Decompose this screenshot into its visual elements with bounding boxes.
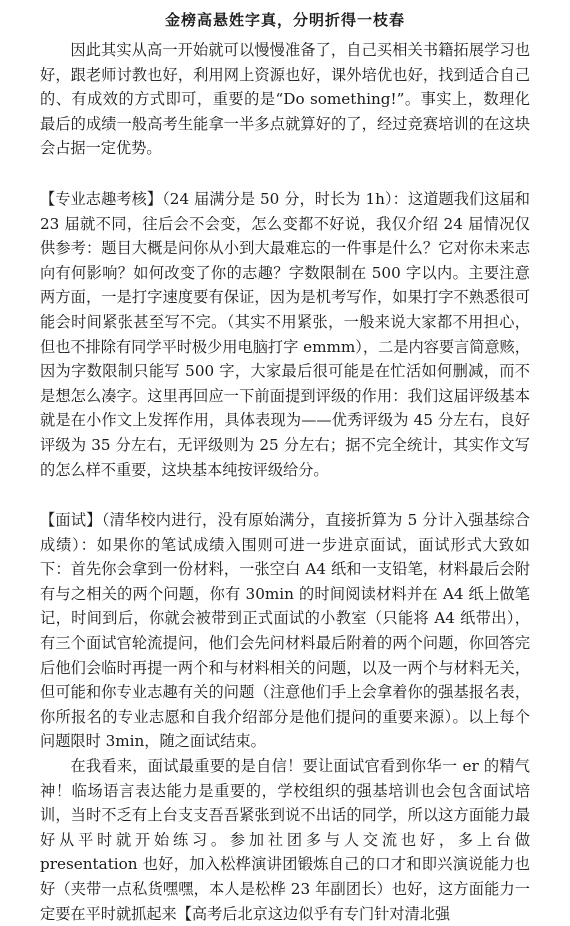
section-label-interview: 【面试】 — [40, 511, 102, 530]
paragraph-major-interest — [40, 187, 530, 482]
section-label-major-interest: 【专业志趣考核】 — [40, 189, 163, 208]
paragraph-preparation — [40, 38, 530, 161]
paragraph-confidence — [40, 754, 530, 926]
paragraph-text: 在我看来，面试最重要的是自信！要让面试官看到你华一 er 的精气神！临场语言表达能力是重要的，学校组织的强基培训也会包含面试培训，当时不乏有上台支支吾吾紧张到说不出话的同学，所以这方面能力最好从平时就开始练习。参加社团多与人交流也好，多上台做 presentation 也好，加入松桦演讲团锻炼自己的口才和即兴演说能力也好（夹带一点私货嘿嘿，本人是松桦 23 年副团长）也好，这方面能力一定要在平时就抓起来【高考后北京这边似乎有专门针对清北强 — [40, 757, 530, 923]
paragraph-interview — [40, 508, 530, 754]
paragraph-text: 因此其实从高一开始就可以慢慢准备了，自己买相关书籍拓展学习也好，跟老师讨教也好，利用网上资源也好，课外培优也好，找到适合自己的、有成效的方式即可，重要的是“Do something!”。事实上，数理化最后的成绩一般高考生能拿一半多点就算好的了，经过竞赛培训的在这块会占据一定优势。 — [40, 41, 530, 158]
paragraph-text: （24 届满分是 50 分，时长为 1h）：这道题我们这届和 23 届就不同，往后会不会变，怎么变都不好说，我仅介绍 24 届情况仅供参考：题目大概是问你从小到大最难忘的一件事是什么？它对你未来志向有何影响？如何改变了你的志趣？字数限制在 500 字以内。主要注意两方面，一是打字速度要有保证，因为是机考写作，如果打字不熟悉很可能会时间紧张甚至写不完。（其实不用紧张，一般来说大家都不用担心，但也不排除有同学平时极少用电脑打字 emmm），二是内容要言简意赅，因为字数限制只能写 500 字，大家最后很可能是在忙活如何删减，而不是想怎么凑字。这里再回应一下前面提到评级的作用：我们这届评级基本就是在小作文上发挥作用，具体表现为——优秀评级为 45 分左右，良好评级为 35 分左右，无评级则为 25 分左右；据不完全统计，其实作文写的怎么样不重要，这块基本纯按评级给分。 — [40, 189, 530, 479]
page-header: 金榜高悬姓字真，分明折得一枝春 — [164, 11, 405, 29]
paragraph-text: （清华校内进行，没有原始满分，直接折算为 5 分计入强基综合成绩）：如果你的笔试成绩入围则可进一步进京面试，面试形式大致如下：首先你会拿到一份材料，一张空白 A4 纸和一支铅笔，材料最后会附有与之相关的两个问题，你有 30min 的时间阅读材料并在 A4 纸上做笔记，时间到后，你就会被带到正式面试的小教室（只能将 A4 纸带出），有三个面试官轮流提问，他们会先问材料最后附着的两个问题，你回答完后他们会临时再提一两个和与材料相关的问题，以及一两个与材料无关，但可能和你专业志趣有关的问题（注意他们手上会拿着你的强基报名表，你所报名的专业志愿和自我介绍部分是他们提问的重要来源）。以上每个问题限时 3min，随之面试结束。 — [40, 511, 531, 751]
